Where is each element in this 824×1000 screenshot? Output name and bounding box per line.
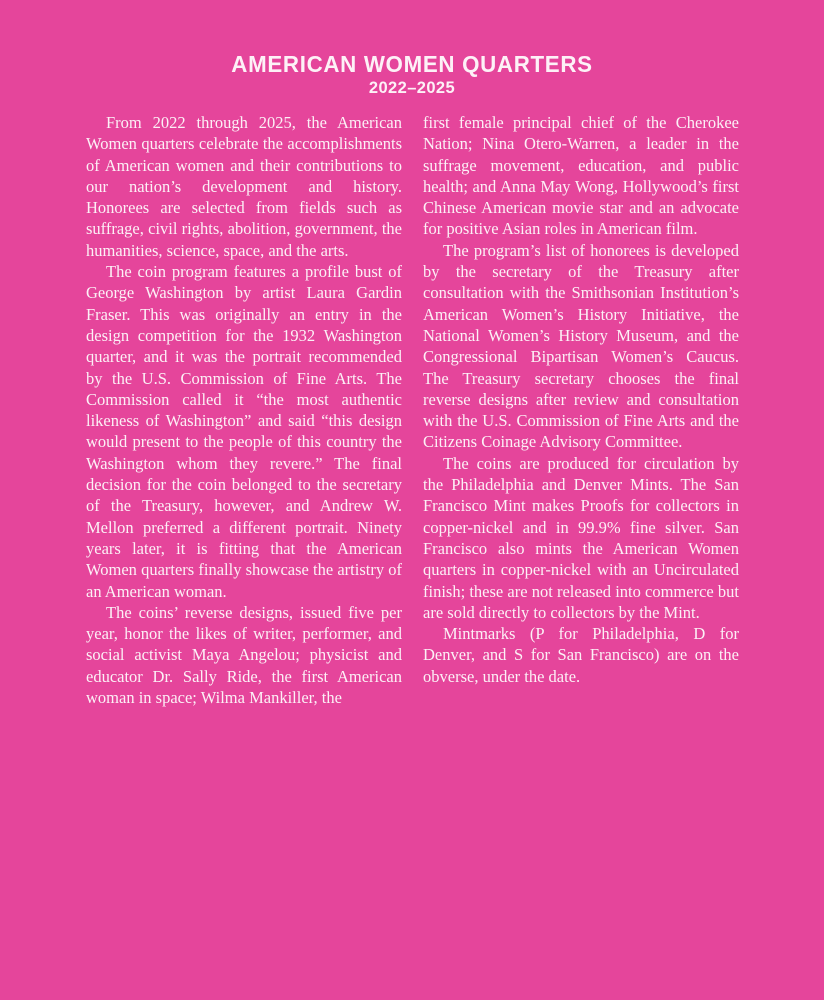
right-column [423, 112, 739, 708]
page-subtitle-year-range: 2022–2025 [368, 79, 456, 98]
page-title: AMERICAN WOMEN QUARTERS [231, 51, 593, 77]
paragraph-continuation: first female principal chief of the Cherokee Nation; Nina Otero-Warren, a leader in the suffrage movement, education, and public health; and Anna May Wong, Hollywood’s first Chinese American movie star and an advocate for positive Asian roles in American film. [423, 113, 739, 239]
paragraph: The coin program features a profile bust of George Washington by artist Laura Gardin Fraser. This was originally an entry in the design competition for the 1932 Washington quarter, and it was the portrait recommended by the U.S. Commission of Fine Arts. The Commission called it “the most authentic likeness of Washington” and said “this design would present to the people of this country the Washington whom they revere.” The final decision for the coin belonged to the secretary of the Treasury, however, and Andrew W. Mellon preferred a different portrait. Ninety years later, it is fitting that the American Women quarters finally showcase the artistry of an American woman. [86, 262, 402, 601]
article-body [86, 112, 739, 708]
paragraph: The program’s list of honorees is developed by the secretary of the Treasury after consultation with the Smithsonian Institution’s American Women’s History Initiative, the National Women’s History Museum, and the Congressional Bipartisan Women’s Caucus. The Treasury secretary chooses the final reverse designs after review and consultation with the U.S. Commission of Fine Arts and the Citizens Coinage Advisory Committee. [423, 240, 739, 452]
left-column [86, 112, 402, 708]
paragraph: From 2022 through 2025, the American Women quarters celebrate the accomplishments of American women and their contributions to our nation’s development and history. Honorees are selected from fields such as suffrage, civil rights, abolition, government, the humanities, science, space, and the arts. [86, 113, 402, 260]
paragraph: The coins are produced for circulation by the Philadelphia and Denver Mints. The San Francisco Mint makes Proofs for collectors in copper-nickel and in 99.9% fine silver. San Francisco also mints the American Women quarters in copper-nickel with an Uncirculated finish; these are not released into commerce but are sold directly to collectors by the Mint. [423, 453, 739, 622]
paragraph: Mintmarks (P for Philadelphia, D for Denver, and S for San Francisco) are on the obverse, under the date. [423, 624, 739, 686]
page-header [0, 0, 824, 97]
paragraph: The coins’ reverse designs, issued five per year, honor the likes of writer, performer, and social activist Maya Angelou; physicist and educator Dr. Sally Ride, the first American woman in space; Wilma Mankiller, the [86, 602, 402, 708]
